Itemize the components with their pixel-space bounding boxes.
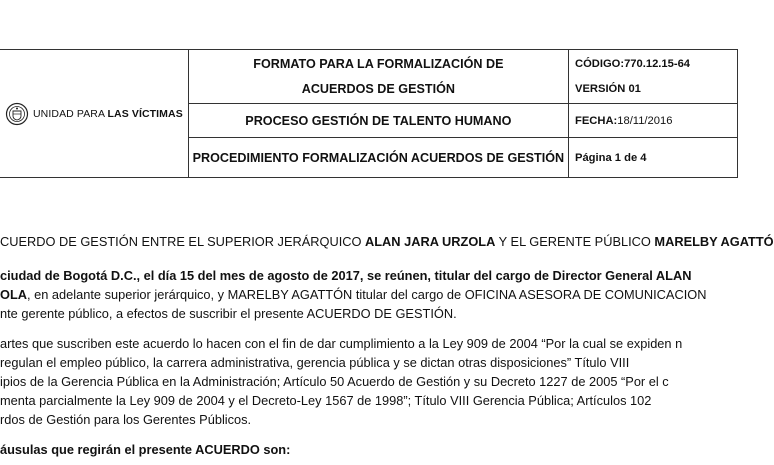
document-body xyxy=(0,232,774,459)
paragraph2-line4: menta parcialmente la Ley 909 de 2004 y el Decreto-Ley 1567 de 1998”; Título VIII Gerencia Pública; Artículos 102 xyxy=(0,393,652,408)
coat-of-arms-icon xyxy=(5,102,29,126)
paragraph1-line1: ciudad de Bogotá D.C., el día 15 del mes de agosto de 2017, se reúnen, titular del cargo de Director General ALAN xyxy=(0,268,692,283)
page-number: Página 1 de 4 xyxy=(568,138,737,178)
date-value: 18/11/2016 xyxy=(617,114,673,127)
gerente-name: MARELBY AGATTÓ xyxy=(654,234,774,249)
format-title-line1: FORMATO PARA LA FORMALIZACIÓN DE xyxy=(253,56,504,71)
logo-text-thin: UNIDAD PARA xyxy=(33,107,108,120)
agreement-title-mid: Y EL GERENTE PÚBLICO xyxy=(495,234,655,249)
document-header-table xyxy=(0,49,738,178)
logo-cell xyxy=(0,50,188,178)
format-title-line2: ACUERDOS DE GESTIÓN xyxy=(301,81,455,96)
paragraph2-line1: artes que suscriben este acuerdo lo hacen con el fin de dar cumplimiento a la Ley 909 de 2004 “Por la cual se expiden n xyxy=(0,336,683,351)
paragraph1-line2 xyxy=(0,285,760,304)
paragraph1-line2-bold: OLA xyxy=(0,287,28,302)
paragraph2-line3: ipios de la Gerencia Pública en la Administración; Artículo 50 Acuerdo de Gestión y su Decreto 1227 de 2005 “Por el c xyxy=(0,374,669,389)
paragraph1-line2-rest: , en adelante superior jerárquico, y MARELBY AGATTÓN titular del cargo de OFICINA ASESORA DE COMUNICACION xyxy=(27,287,707,302)
logo-text xyxy=(33,108,183,120)
date-cell xyxy=(568,104,737,138)
paragraph1-line3: nte gerente público, a efectos de suscribir el presente ACUERDO DE GESTIÓN. xyxy=(0,306,457,321)
superior-name: ALAN JARA URZOLA xyxy=(365,234,496,249)
format-title-cell xyxy=(188,50,568,104)
logo-text-bold: LAS VÍCTIMAS xyxy=(107,107,183,120)
date-label: FECHA: xyxy=(574,114,618,127)
document-version: VERSIÓN 01 xyxy=(574,82,641,95)
document-code: CÓDIGO:770.12.15-64 xyxy=(574,57,691,70)
agreement-title-prefix: CUERDO DE GESTIÓN ENTRE EL SUPERIOR JERÁRQUICO xyxy=(0,234,365,249)
paragraph2-line2: regulan el empleo público, la carrera administrativa, gerencia pública y se dictan otras disposiciones” Título VIII xyxy=(0,355,630,370)
procedure-title: PROCEDIMIENTO FORMALIZACIÓN ACUERDOS DE GESTIÓN xyxy=(188,138,568,178)
process-title: PROCESO GESTIÓN DE TALENTO HUMANO xyxy=(188,104,568,138)
clauses-intro: áusulas que regirán el presente ACUERDO son: xyxy=(0,442,291,457)
unidad-victimas-logo xyxy=(0,102,188,126)
code-cell xyxy=(568,50,737,104)
paragraph2-line5: rdos de Gestión para los Gerentes Públicos. xyxy=(0,412,252,427)
agreement-title xyxy=(0,232,774,251)
